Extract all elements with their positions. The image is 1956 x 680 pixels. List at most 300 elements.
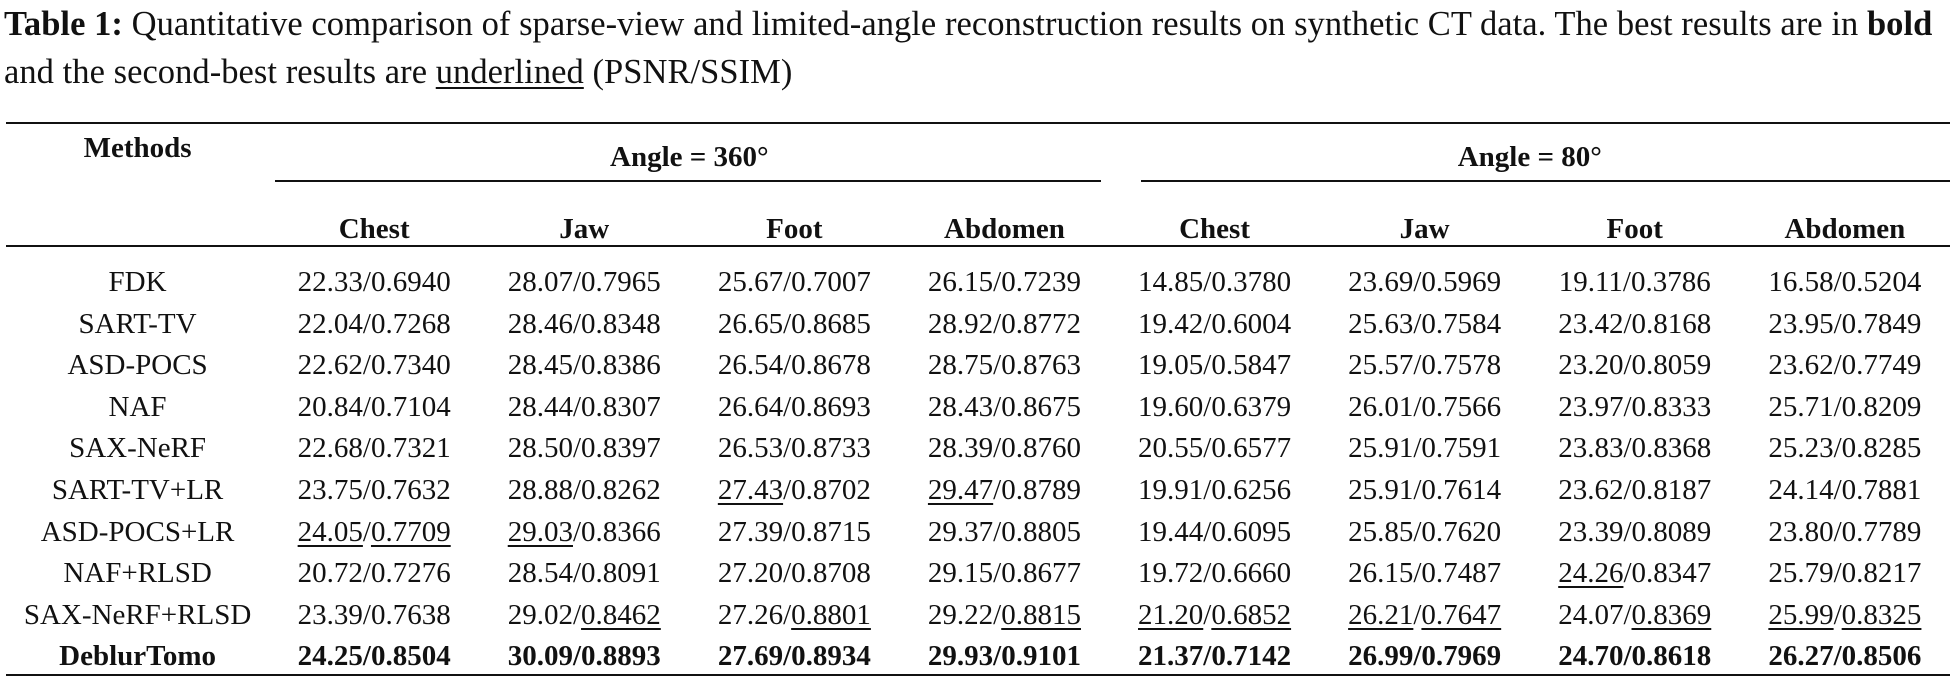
separator: /	[993, 515, 1002, 548]
separator: /	[783, 390, 792, 423]
psnr-value: 26.99	[1348, 640, 1414, 673]
ssim-value: 0.7487	[1421, 557, 1502, 590]
psnr-value: 28.39	[927, 432, 994, 465]
psnr-value: 27.43	[717, 473, 784, 506]
ssim-value: 0.8801	[791, 598, 871, 631]
ssim-value: 0.8386	[581, 349, 661, 382]
separator: /	[1413, 640, 1422, 673]
metric-cell	[899, 595, 1109, 637]
psnr-value: 19.60	[1138, 390, 1204, 423]
ssim-value: 0.8675	[1001, 390, 1081, 423]
ssim-value: 0.7566	[1421, 390, 1502, 423]
metric-cell	[899, 636, 1109, 678]
psnr-value: 23.97	[1558, 390, 1624, 423]
ssim-value: 0.8618	[1631, 640, 1712, 673]
psnr-value: 23.62	[1768, 349, 1834, 382]
ssim-value: 0.8934	[791, 640, 871, 673]
separator: /	[1833, 557, 1842, 590]
separator: /	[362, 307, 371, 340]
ssim-value: 0.7104	[370, 390, 451, 423]
ssim-value: 0.6852	[1211, 598, 1292, 631]
metric-cell	[479, 470, 689, 512]
caption-label: Table 1:	[4, 5, 123, 43]
ssim-value: 0.8089	[1631, 515, 1712, 548]
psnr-value: 26.64	[717, 390, 784, 423]
separator: /	[783, 640, 792, 673]
table-body	[6, 262, 1950, 678]
ssim-value: 0.8285	[1841, 432, 1922, 465]
separator: /	[1203, 349, 1212, 382]
psnr-value: 24.07	[1558, 598, 1624, 631]
separator: /	[1623, 598, 1632, 631]
psnr-value: 14.85	[1138, 266, 1204, 298]
metric-cell	[1740, 512, 1950, 554]
separator: /	[1833, 266, 1842, 298]
caption-underline-word: underlined	[435, 53, 584, 91]
separator: /	[1203, 557, 1212, 590]
separator: /	[1623, 307, 1632, 340]
table-row	[6, 428, 1950, 470]
ssim-value: 0.6660	[1211, 557, 1292, 590]
ssim-value: 0.7321	[370, 432, 451, 465]
separator: /	[783, 598, 792, 631]
ssim-value: 0.8702	[791, 473, 871, 506]
separator: /	[572, 266, 582, 298]
separator: /	[572, 432, 582, 465]
metric-cell	[269, 470, 479, 512]
ssim-value: 0.7340	[370, 349, 451, 382]
psnr-value: 25.71	[1768, 390, 1834, 423]
separator: /	[362, 390, 371, 423]
table-row	[6, 636, 1950, 678]
psnr-value: 28.44	[507, 390, 573, 423]
ssim-value: 0.8091	[581, 557, 661, 590]
separator: /	[783, 557, 792, 590]
psnr-value: 22.62	[297, 349, 363, 382]
metric-cell	[689, 595, 899, 637]
ssim-value: 0.6004	[1211, 307, 1292, 340]
ssim-value: 0.8325	[1841, 598, 1922, 631]
separator: /	[783, 307, 792, 340]
metric-cell	[689, 470, 899, 512]
metric-cell	[689, 345, 899, 387]
ssim-value: 0.3780	[1211, 266, 1292, 298]
psnr-value: 25.63	[1348, 307, 1414, 340]
metric-cell	[269, 262, 479, 304]
table-row	[6, 512, 1950, 554]
method-name: DeblurTomo	[59, 640, 216, 673]
separator: /	[783, 473, 792, 506]
column-header: Abdomen	[1784, 212, 1906, 245]
psnr-value: 29.15	[927, 557, 994, 590]
psnr-value: 26.21	[1348, 598, 1414, 631]
metric-cell	[689, 428, 899, 470]
ssim-value: 0.7881	[1841, 473, 1922, 506]
ssim-value: 0.9101	[1001, 640, 1081, 673]
ssim-value: 0.8168	[1631, 307, 1712, 340]
metric-cell	[269, 304, 479, 346]
table-row	[6, 387, 1950, 429]
metric-cell	[269, 428, 479, 470]
psnr-value: 25.67	[717, 266, 784, 298]
separator: /	[1623, 515, 1632, 548]
separator: /	[1413, 473, 1422, 506]
psnr-value: 26.54	[717, 349, 784, 382]
separator: /	[1623, 390, 1632, 423]
metric-cell	[689, 387, 899, 429]
method-name: SAX-NeRF+RLSD	[23, 598, 252, 631]
separator: /	[1833, 515, 1842, 548]
ssim-value: 0.7007	[791, 266, 871, 298]
metric-cell	[479, 512, 689, 554]
separator: /	[572, 515, 582, 548]
psnr-value: 24.14	[1768, 473, 1834, 506]
metric-cell	[899, 304, 1109, 346]
psnr-value: 23.62	[1558, 473, 1624, 506]
metric-cell	[1320, 553, 1530, 595]
ssim-value: 0.5204	[1841, 266, 1922, 298]
caption-text-3: (PSNR/SSIM)	[583, 53, 793, 91]
ssim-value: 0.8366	[581, 515, 661, 548]
psnr-value: 30.09	[507, 640, 573, 673]
column-header: Chest	[1179, 212, 1250, 245]
metric-cell	[269, 636, 479, 678]
group-header-360: Angle = 360°	[610, 140, 769, 173]
metric-cell	[479, 262, 689, 304]
separator: /	[993, 349, 1002, 382]
psnr-value: 28.45	[507, 349, 573, 382]
ssim-value: 0.5847	[1211, 349, 1292, 382]
ssim-value: 0.8262	[581, 473, 661, 506]
ssim-value: 0.8209	[1841, 390, 1922, 423]
results-table	[6, 122, 1950, 678]
psnr-value: 29.37	[927, 515, 994, 548]
psnr-value: 26.15	[927, 266, 994, 298]
ssim-value: 0.6577	[1211, 432, 1292, 465]
table-row	[6, 595, 1950, 637]
metric-cell	[1110, 387, 1320, 429]
metric-cell	[1320, 428, 1530, 470]
ssim-value: 0.7142	[1211, 640, 1292, 673]
psnr-value: 25.57	[1348, 349, 1414, 382]
table-row	[6, 553, 1950, 595]
psnr-value: 26.27	[1768, 640, 1834, 673]
psnr-value: 20.84	[297, 390, 363, 423]
ssim-value: 0.8733	[791, 432, 871, 465]
psnr-value: 28.46	[507, 307, 573, 340]
psnr-value: 28.50	[507, 432, 573, 465]
separator: /	[993, 598, 1002, 631]
separator: /	[1623, 349, 1632, 382]
psnr-value: 23.42	[1558, 307, 1624, 340]
separator: /	[783, 266, 792, 298]
separator: /	[783, 432, 792, 465]
separator: /	[1623, 432, 1632, 465]
separator: /	[1833, 432, 1842, 465]
separator: /	[1203, 640, 1212, 673]
psnr-value: 20.55	[1138, 432, 1204, 465]
table-row	[6, 470, 1950, 512]
metric-cell	[899, 428, 1109, 470]
psnr-value: 27.39	[717, 515, 784, 548]
separator: /	[362, 557, 371, 590]
separator: /	[572, 307, 582, 340]
metric-cell	[1320, 387, 1530, 429]
column-header: Chest	[338, 212, 410, 245]
metric-cell	[1530, 345, 1740, 387]
separator: /	[1203, 266, 1212, 298]
group-header-80: Angle = 80°	[1457, 140, 1602, 173]
metric-cell	[689, 553, 899, 595]
metric-cell	[899, 470, 1109, 512]
ssim-value: 0.7965	[581, 266, 661, 298]
column-header: Foot	[766, 212, 823, 245]
psnr-value: 19.44	[1138, 515, 1204, 548]
separator: /	[1622, 266, 1631, 298]
metric-cell	[1740, 553, 1950, 595]
ssim-value: 0.8678	[791, 349, 871, 382]
psnr-value: 25.99	[1768, 598, 1834, 631]
psnr-value: 16.58	[1768, 266, 1834, 298]
metric-cell	[1110, 428, 1320, 470]
separator: /	[783, 515, 792, 548]
psnr-value: 19.72	[1138, 557, 1204, 590]
metric-cell	[1320, 262, 1530, 304]
method-name: ASD-POCS	[67, 349, 208, 382]
table-row	[6, 304, 1950, 346]
metric-cell	[479, 304, 689, 346]
ssim-value: 0.7268	[370, 307, 451, 340]
table-caption	[4, 0, 1950, 96]
ssim-value: 0.7849	[1841, 307, 1922, 340]
psnr-value: 26.53	[717, 432, 784, 465]
metric-cell	[479, 345, 689, 387]
metric-cell	[1320, 304, 1530, 346]
psnr-value: 19.42	[1138, 307, 1204, 340]
psnr-value: 23.95	[1768, 307, 1834, 340]
psnr-value: 24.26	[1558, 557, 1624, 590]
metric-cell	[269, 553, 479, 595]
caption-text-2: and the second-best results are	[4, 53, 436, 91]
psnr-value: 23.75	[297, 473, 363, 506]
metric-cell	[1110, 553, 1320, 595]
psnr-value: 19.91	[1138, 473, 1204, 506]
metric-cell	[1110, 636, 1320, 678]
psnr-value: 23.69	[1348, 266, 1414, 298]
ssim-value: 0.8307	[581, 390, 661, 423]
ssim-value: 0.7584	[1421, 307, 1502, 340]
ssim-value: 0.8347	[1631, 557, 1712, 590]
metric-cell	[1530, 262, 1740, 304]
psnr-value: 21.37	[1138, 640, 1204, 673]
ssim-value: 0.8506	[1841, 640, 1922, 673]
ssim-value: 0.8369	[1631, 598, 1712, 631]
separator: /	[1413, 432, 1422, 465]
psnr-value: 25.91	[1348, 432, 1414, 465]
metric-cell	[1740, 262, 1950, 304]
ssim-value: 0.8708	[791, 557, 871, 590]
ssim-value: 0.8504	[370, 640, 451, 673]
ssim-value: 0.7632	[370, 473, 451, 506]
metric-cell	[899, 553, 1109, 595]
metric-cell	[1740, 387, 1950, 429]
separator: /	[362, 266, 371, 298]
subheader-row	[6, 192, 1950, 262]
ssim-value: 0.7969	[1421, 640, 1502, 673]
method-name: SAX-NeRF	[69, 432, 207, 465]
metric-cell	[899, 345, 1109, 387]
ssim-value: 0.7276	[370, 557, 451, 590]
ssim-value: 0.8677	[1001, 557, 1081, 590]
psnr-value: 24.25	[297, 640, 363, 673]
ssim-value: 0.7789	[1841, 515, 1922, 548]
ssim-value: 0.6256	[1211, 473, 1292, 506]
method-name: NAF	[108, 390, 167, 423]
metric-cell	[479, 553, 689, 595]
method-name: NAF+RLSD	[63, 557, 212, 590]
psnr-value: 24.70	[1558, 640, 1624, 673]
psnr-value: 19.05	[1138, 349, 1204, 382]
separator: /	[1623, 640, 1632, 673]
psnr-value: 22.68	[297, 432, 363, 465]
method-name: SART-TV+LR	[51, 473, 224, 506]
metric-cell	[1530, 387, 1740, 429]
psnr-value: 26.65	[717, 307, 784, 340]
ssim-value: 0.6095	[1211, 515, 1292, 548]
metric-cell	[1320, 595, 1530, 637]
separator: /	[1203, 598, 1212, 631]
ssim-value: 0.8760	[1001, 432, 1081, 465]
psnr-value: 24.05	[297, 515, 363, 548]
separator: /	[572, 640, 582, 673]
ssim-value: 0.7638	[370, 598, 451, 631]
separator: /	[993, 473, 1002, 506]
separator: /	[1203, 515, 1212, 548]
separator: /	[362, 515, 371, 548]
separator: /	[1413, 557, 1422, 590]
psnr-value: 26.15	[1348, 557, 1414, 590]
metric-cell	[479, 595, 689, 637]
psnr-value: 28.43	[927, 390, 994, 423]
metric-cell	[269, 345, 479, 387]
metric-cell	[1110, 262, 1320, 304]
separator: /	[1413, 266, 1422, 298]
separator: /	[1833, 640, 1842, 673]
column-header: Jaw	[559, 212, 610, 245]
separator: /	[572, 473, 582, 506]
separator: /	[1623, 557, 1632, 590]
separator: /	[1413, 349, 1422, 382]
separator: /	[1833, 598, 1842, 631]
ssim-value: 0.7239	[1001, 266, 1081, 298]
metric-cell	[1110, 470, 1320, 512]
separator: /	[572, 598, 582, 631]
psnr-value: 25.85	[1348, 515, 1414, 548]
separator: /	[1833, 473, 1842, 506]
ssim-value: 0.8693	[791, 390, 871, 423]
metric-cell	[1740, 304, 1950, 346]
psnr-value: 28.54	[507, 557, 573, 590]
ssim-value: 0.7591	[1421, 432, 1502, 465]
psnr-value: 23.39	[297, 598, 363, 631]
ssim-value: 0.7620	[1421, 515, 1502, 548]
psnr-value: 27.20	[717, 557, 784, 590]
ssim-value: 0.8217	[1841, 557, 1922, 590]
method-name: FDK	[108, 266, 167, 298]
metric-cell	[689, 304, 899, 346]
psnr-value: 25.91	[1348, 473, 1414, 506]
psnr-value: 21.20	[1138, 598, 1204, 631]
metric-cell	[1110, 512, 1320, 554]
ssim-value: 0.7749	[1841, 349, 1922, 382]
ssim-value: 0.8763	[1001, 349, 1081, 382]
separator: /	[1203, 390, 1212, 423]
psnr-value: 22.04	[297, 307, 363, 340]
metric-cell	[689, 636, 899, 678]
metric-cell	[899, 262, 1109, 304]
metric-cell	[1320, 512, 1530, 554]
psnr-value: 28.88	[507, 473, 573, 506]
separator: /	[1833, 307, 1842, 340]
ssim-value: 0.8462	[581, 598, 661, 631]
separator: /	[1623, 473, 1632, 506]
psnr-value: 26.01	[1348, 390, 1414, 423]
metric-cell	[1530, 636, 1740, 678]
separator: /	[362, 598, 371, 631]
ssim-value: 0.6379	[1211, 390, 1292, 423]
ssim-value: 0.8805	[1001, 515, 1081, 548]
separator: /	[362, 473, 371, 506]
metric-cell	[689, 512, 899, 554]
metric-cell	[899, 387, 1109, 429]
column-header: Foot	[1606, 212, 1663, 245]
ssim-value: 0.6940	[370, 266, 451, 298]
psnr-value: 27.69	[717, 640, 784, 673]
metric-cell	[1530, 428, 1740, 470]
metric-cell	[1530, 304, 1740, 346]
separator: /	[783, 349, 792, 382]
psnr-value: 28.92	[927, 307, 994, 340]
separator: /	[993, 557, 1002, 590]
metric-cell	[479, 428, 689, 470]
metric-cell	[1110, 595, 1320, 637]
metric-cell	[1320, 470, 1530, 512]
separator: /	[1413, 390, 1422, 423]
metric-cell	[1530, 470, 1740, 512]
psnr-value: 28.75	[927, 349, 994, 382]
separator: /	[993, 432, 1002, 465]
ssim-value: 0.8715	[791, 515, 871, 548]
column-header: Abdomen	[944, 212, 1065, 245]
metric-cell	[269, 387, 479, 429]
ssim-value: 0.8685	[791, 307, 871, 340]
separator: /	[572, 557, 582, 590]
separator: /	[362, 432, 371, 465]
separator: /	[572, 390, 582, 423]
separator: /	[362, 349, 371, 382]
psnr-value: 25.23	[1768, 432, 1834, 465]
separator: /	[572, 349, 582, 382]
psnr-value: 23.83	[1558, 432, 1624, 465]
metric-cell	[1320, 345, 1530, 387]
caption-text-1: Quantitative comparison of sparse-view and limited-angle reconstruction results on synthetic CT data. The best results are in	[122, 5, 1867, 43]
psnr-value: 20.72	[297, 557, 363, 590]
ssim-value: 0.8893	[581, 640, 661, 673]
psnr-value: 25.79	[1768, 557, 1834, 590]
ssim-value: 0.8815	[1001, 598, 1081, 631]
separator: /	[1413, 598, 1422, 631]
table-row	[6, 262, 1950, 304]
